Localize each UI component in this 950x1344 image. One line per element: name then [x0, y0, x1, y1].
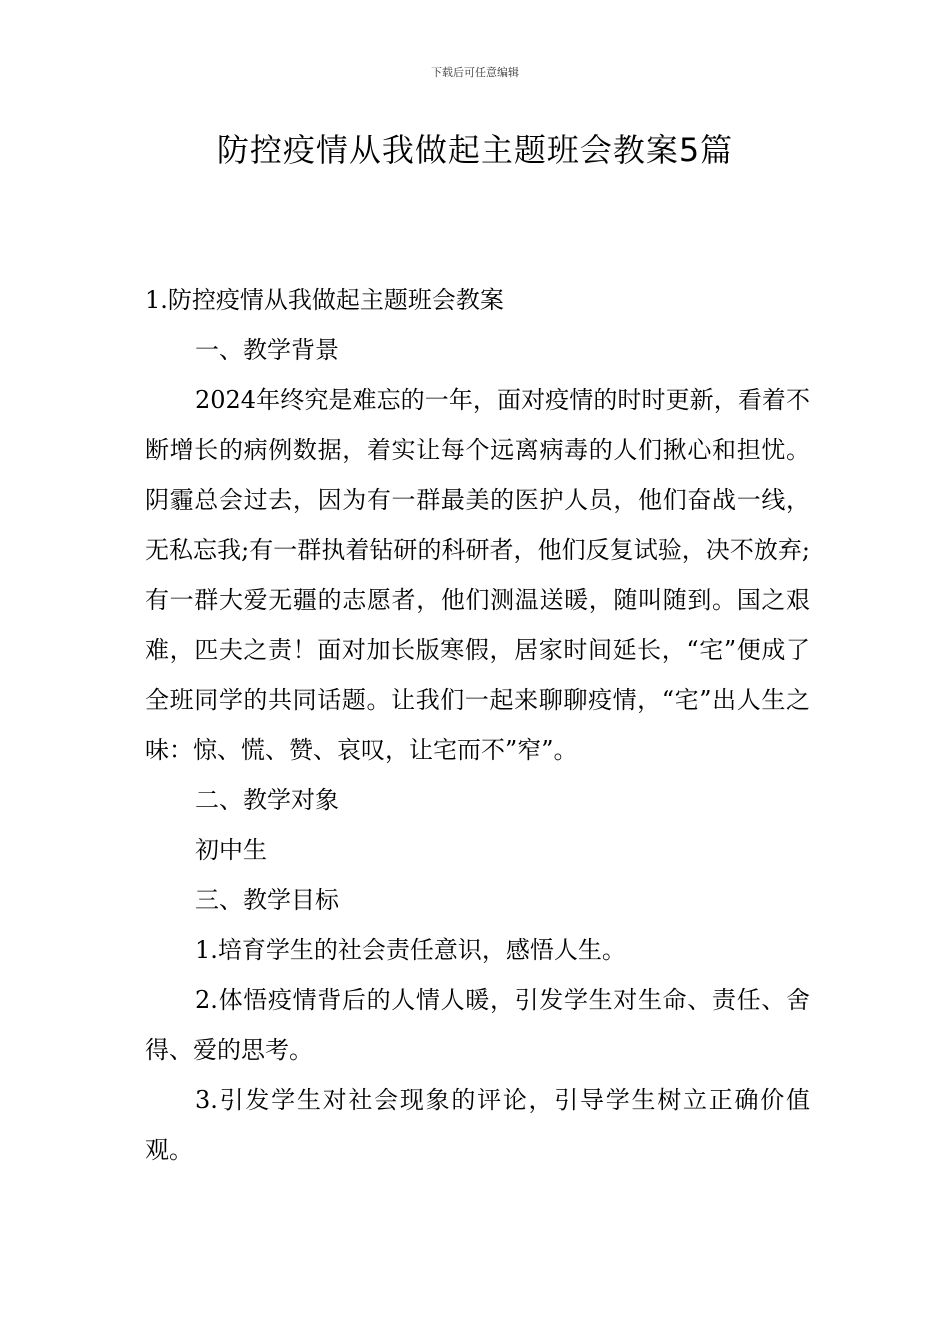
- section-heading-1: 1.防控疫情从我做起主题班会教案: [145, 286, 504, 314]
- subheading-audience: 二、教学对象: [195, 786, 339, 814]
- objective-item-1: 1.培育学生的社会责任意识，感悟人生。: [195, 936, 626, 964]
- document-body: [145, 275, 810, 1175]
- document-title: 防控疫情从我做起主题班会教案5篇: [216, 131, 734, 169]
- paragraph-background: 2024年终究是难忘的一年，面对疫情的时时更新，看着不断增长的病例数据，着实让每个远离病毒的人们揪心和担忧。阴霾总会过去，因为有一群最美的医护人员，他们奋战一线，无私忘我;有一群执着钻研的科研者，他们反复试验，决不放弃;有一群大爱无疆的志愿者，他们测温送暖，随叫随到。国之艰难，匹夫之责！面对加长版寒假，居家时间延长，“宅”便成了全班同学的共同话题。让我们一起来聊聊疫情，“宅”出人生之味：惊、慌、赞、哀叹，让宅而不”窄”。: [145, 386, 810, 764]
- objective-item-3: 3.引发学生对社会现象的评论，引导学生树立正确价值观。: [145, 1086, 810, 1164]
- header-note: 下载后可任意编辑: [431, 66, 519, 79]
- paragraph-audience: 初中生: [195, 836, 267, 864]
- subheading-background: 一、教学背景: [195, 336, 339, 364]
- objective-item-2: 2.体悟疫情背后的人情人暖，引发学生对生命、责任、舍得、爱的思考。: [145, 986, 810, 1064]
- subheading-objectives: 三、教学目标: [195, 886, 339, 914]
